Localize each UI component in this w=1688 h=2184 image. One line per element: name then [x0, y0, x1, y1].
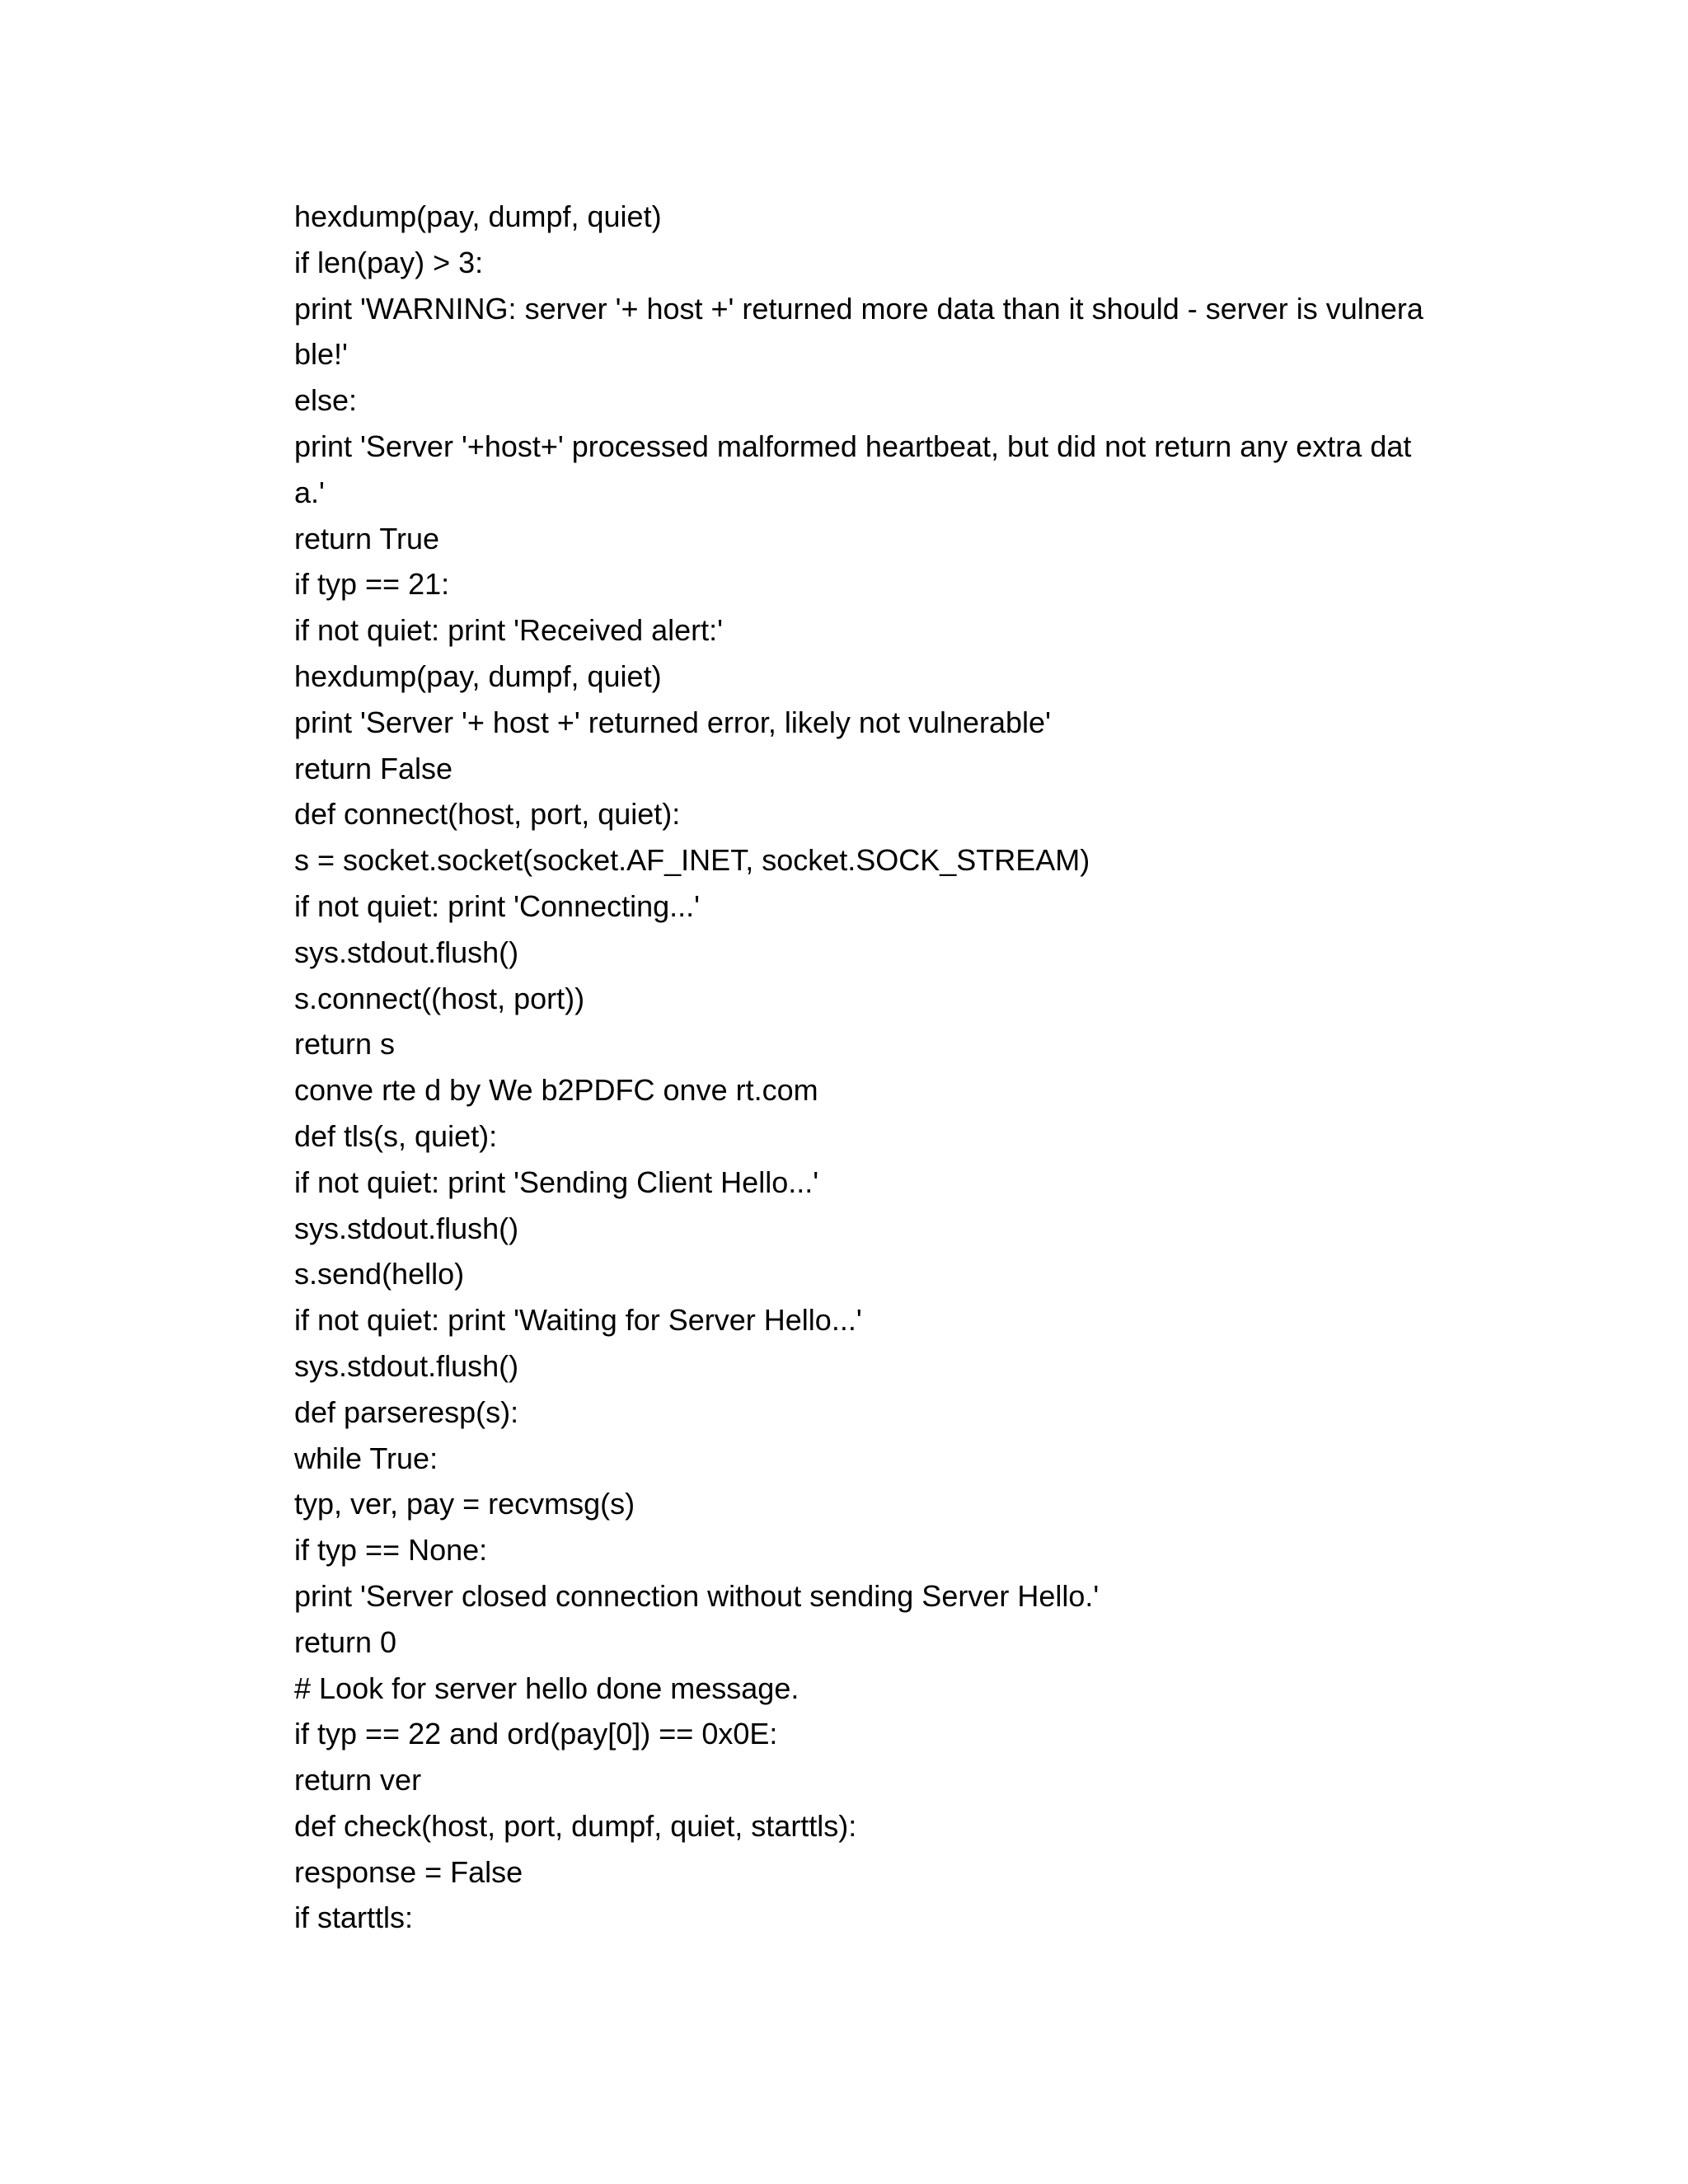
text-line: if not quiet: print 'Received alert:': [294, 613, 724, 648]
text-line: # Look for server hello done message.: [294, 1671, 799, 1705]
text-line: sys.stdout.flush(): [294, 935, 519, 969]
text-line: if not quiet: print 'Waiting for Server Hello...': [294, 1303, 862, 1338]
text-line: hexdump(pay, dumpf, quiet): [294, 199, 662, 233]
text-line: if starttls:: [294, 1900, 414, 1935]
text-line: print 'WARNING: server '+ host +' returned more data than it should - server is vulnera: [294, 291, 1423, 326]
text-line: if not quiet: print 'Sending Client Hello...': [294, 1165, 819, 1199]
text-line: while True:: [294, 1441, 438, 1475]
text-line: s.connect((host, port)): [294, 981, 585, 1015]
text-line: response = False: [294, 1854, 523, 1889]
text-line: def parseresp(s):: [294, 1394, 519, 1429]
text-line: def tls(s, quiet):: [294, 1118, 498, 1153]
text-line: return True: [294, 521, 440, 555]
text-line: def check(host, port, dumpf, quiet, starttls):: [294, 1808, 857, 1843]
text-line: print 'Server '+ host +' returned error, likely not vulnerable': [294, 705, 1051, 739]
text-line: return s: [294, 1027, 396, 1062]
text-line: return False: [294, 751, 453, 785]
text-line: typ, ver, pay = recvmsg(s): [294, 1487, 635, 1521]
text-line: return 0: [294, 1624, 397, 1659]
text-line: if len(pay) > 3:: [294, 245, 484, 279]
text-line: s.send(hello): [294, 1257, 465, 1291]
text-line: print 'Server closed connection without sending Server Hello.': [294, 1578, 1100, 1613]
text-line: def connect(host, port, quiet):: [294, 797, 681, 832]
code-text-block: [294, 194, 1448, 1941]
text-line: s = socket.socket(socket.AF_INET, socket.SOCK_STREAM): [294, 843, 1090, 878]
text-line: if typ == 21:: [294, 567, 450, 602]
text-line: if not quiet: print 'Connecting...': [294, 888, 701, 923]
text-line: if typ == 22 and ord(pay[0]) == 0x0E:: [294, 1717, 778, 1751]
watermark-line: conve rte d by We b2PDFC onve rt.com: [294, 1073, 818, 1108]
text-line: if typ == None:: [294, 1533, 488, 1568]
text-line: else:: [294, 383, 358, 418]
text-line: a.': [294, 475, 325, 509]
text-line: return ver: [294, 1763, 422, 1797]
text-line: print 'Server '+host+' processed malformed heartbeat, but did not return any extra dat: [294, 429, 1412, 463]
text-line: ble!': [294, 337, 348, 372]
text-line: sys.stdout.flush(): [294, 1348, 519, 1383]
text-line: sys.stdout.flush(): [294, 1211, 519, 1245]
text-line: hexdump(pay, dumpf, quiet): [294, 658, 662, 693]
